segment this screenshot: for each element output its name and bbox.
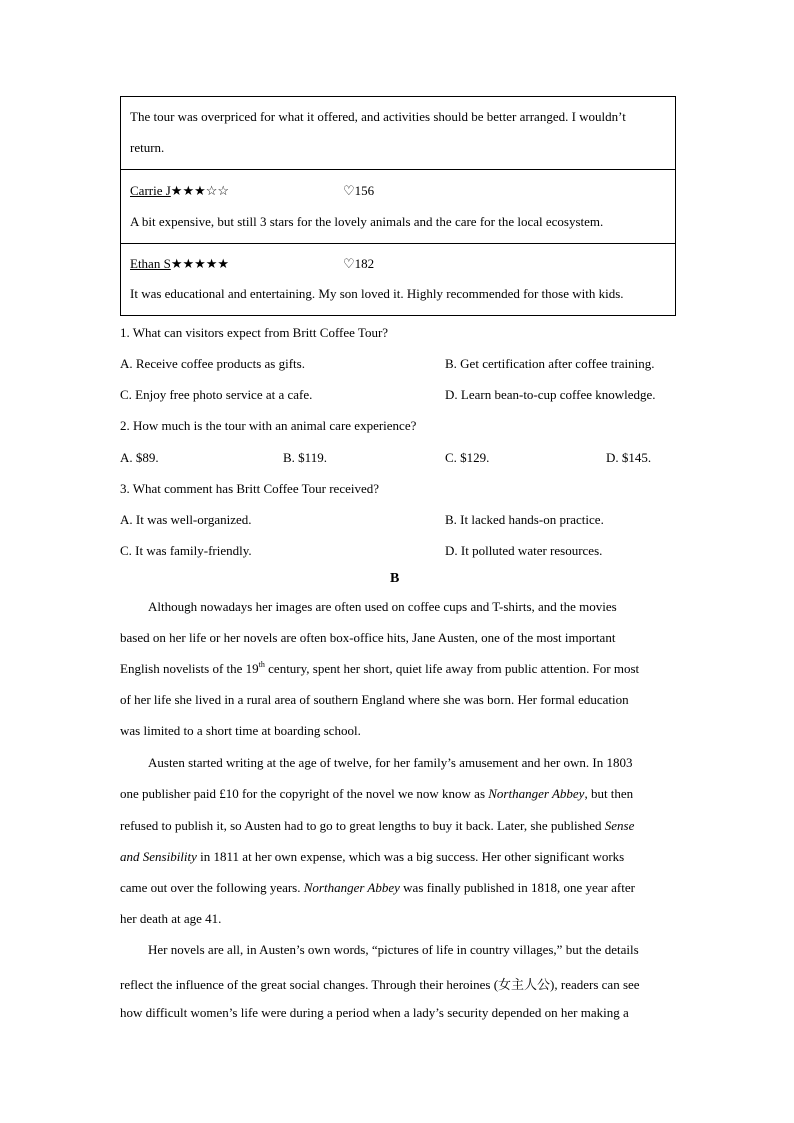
answer-option: C. Enjoy free photo service at a cafe. [120,387,313,402]
text-run: came out over the following years. [120,880,304,895]
reviewer-name: Carrie J [130,183,171,198]
answer-option: B. Get certification after coffee training. [445,356,655,371]
review-text: A bit expensive, but still 3 stars for the lovely animals and the care for the local ecosystem. [130,214,604,229]
answer-option: A. Receive coffee products as gifts. [120,356,305,371]
paragraph-line [120,880,635,896]
review-row [121,97,675,170]
answer-option: C. $129. [445,450,490,465]
book-title: Northanger Abbey [488,786,585,801]
answer-option: D. It polluted water resources. [445,543,603,558]
question-stem: 3. What comment has Britt Coffee Tour received? [120,481,380,496]
paragraph-line [120,849,624,865]
question-stem: 2. How much is the tour with an animal care experience? [120,418,417,433]
answer-option: D. Learn bean-to-cup coffee knowledge. [445,387,656,402]
answer-option: C. It was family-friendly. [120,543,252,558]
review-text: return. [130,140,165,155]
review-text: The tour was overpriced for what it offered, and activities should be better arranged. I wouldn’t [130,109,626,124]
section-heading: B [390,571,400,586]
reviewer-name: Ethan S [130,256,171,271]
review-row [121,244,675,316]
star-rating: ★★★☆☆ [170,183,230,198]
review-text: It was educational and entertaining. My son loved it. Highly recommended for those with kids. [130,286,624,301]
paragraph-line [120,661,639,677]
text-run: refused to publish it, so Austen had to go to great lengths to buy it back. Later, she published [120,818,605,833]
paragraph-line: her death at age 41. [120,911,222,926]
book-title: Sense [604,818,635,833]
text-run: was finally published in 1818, one year after [399,880,635,895]
paragraph-line: was limited to a short time at boarding school. [120,723,361,738]
answer-option: A. $89. [120,450,159,465]
book-title: and Sensibility [120,849,197,864]
paragraph-line: Her novels are all, in Austen’s own words, “pictures of life in country villages,” but the details [148,942,639,957]
answer-option: B. $119. [283,450,327,465]
paragraph-line: reflect the influence of the great social changes. Through their heroines (女主人公), readers can see [120,977,640,992]
star-rating: ★★★★★ [170,256,230,271]
paragraph-line: based on her life or her novels are often box-office hits, Jane Austen, one of the most important [120,630,616,645]
text-run: one publisher paid £10 for the copyright of the novel we now know as [120,786,489,801]
answer-option: B. It lacked hands-on practice. [445,512,604,527]
paragraph-line: Although nowadays her images are often used on coffee cups and T-shirts, and the movies [148,599,617,614]
reviewer [130,256,229,272]
paragraph-line: Austen started writing at the age of twelve, for her family’s amusement and her own. In 1803 [148,755,633,770]
paragraph-line: of her life she lived in a rural area of southern England where she was born. Her formal education [120,692,629,707]
book-title: Northanger Abbey [303,880,400,895]
reviewer [130,183,229,199]
question-stem: 1. What can visitors expect from Britt Coffee Tour? [120,325,389,340]
text-run: English novelists of the 19 [120,661,259,676]
paragraph-line: how difficult women’s life were during a period when a lady’s security depended on her making a [120,1005,629,1020]
text-run: , but then [584,786,634,801]
answer-option: D. $145. [606,450,652,465]
text-run: in 1811 at her own expense, which was a big success. Her other significant works [196,849,625,864]
review-row [121,170,675,244]
text-run: century, spent her short, quiet life away from public attention. For most [264,661,640,676]
like-count: ♡182 [343,256,375,271]
like-count: ♡156 [343,183,375,198]
answer-option: A. It was well-organized. [120,512,252,527]
paragraph-line [120,818,634,834]
reviews-table [120,96,676,316]
paragraph-line [120,786,633,802]
superscript: th [258,659,265,669]
